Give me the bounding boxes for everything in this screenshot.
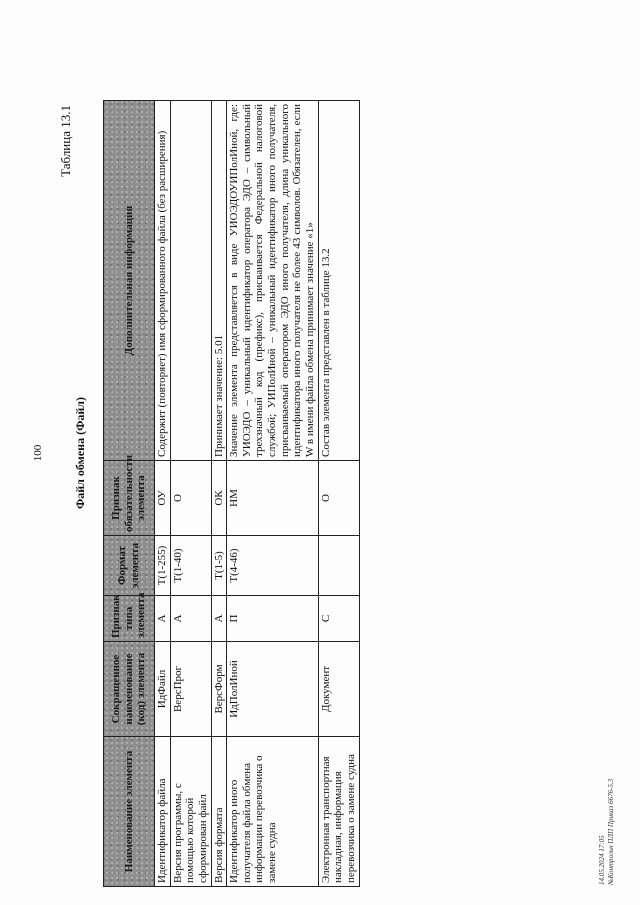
cell-required: О bbox=[318, 461, 359, 536]
cell-code: ВерсПрог bbox=[170, 642, 211, 737]
cell-type: А bbox=[170, 596, 211, 642]
cell-name: Версия программы, с помощью которой сформирован файл bbox=[170, 737, 211, 887]
stamp-ref: №Контрольн ПЛП Приказ 6676-5.3 bbox=[607, 778, 616, 885]
page-number: 100 bbox=[32, 444, 44, 462]
cell-name: Версия формата bbox=[211, 737, 227, 887]
cell-format: Т(1-255) bbox=[155, 536, 171, 596]
cell-name: Идентификатор иного получателя файла обмена информации перевозчика о замене судна bbox=[227, 737, 318, 887]
header-required: Признак обязательности элемента bbox=[104, 461, 155, 536]
exchange-file-table bbox=[103, 100, 360, 887]
table-row bbox=[211, 101, 227, 887]
cell-code: ИдПолИной bbox=[227, 642, 318, 737]
cell-type: А bbox=[211, 596, 227, 642]
cell-format bbox=[318, 536, 359, 596]
header-type: Признак типа элемента bbox=[104, 596, 155, 642]
cell-type: А bbox=[155, 596, 171, 642]
cell-required: О bbox=[170, 461, 211, 536]
table-label: Таблица 13.1 bbox=[58, 105, 73, 177]
cell-format: Т(1-5) bbox=[211, 536, 227, 596]
header-element-name: Наименование элемента bbox=[104, 737, 155, 887]
header-info: Дополнительная информация bbox=[104, 101, 155, 461]
cell-required: ОК bbox=[211, 461, 227, 536]
cell-info bbox=[170, 101, 211, 461]
table-row bbox=[155, 101, 171, 887]
table-row bbox=[170, 101, 211, 887]
cell-info: Принимает значение: 5.01 bbox=[211, 101, 227, 461]
cell-code: ИдФайл bbox=[155, 642, 171, 737]
cell-code: Документ bbox=[318, 642, 359, 737]
cell-required: НМ bbox=[227, 461, 318, 536]
cell-name: Электронная транспортная накладная, информация перевозчика о замене судна bbox=[318, 737, 359, 887]
header-format: Формат элемента bbox=[104, 536, 155, 596]
cell-type: С bbox=[318, 596, 359, 642]
cell-format: Т(4-46) bbox=[227, 536, 318, 596]
cell-name: Идентификатор файла bbox=[155, 737, 171, 887]
cell-info: Состав элемента представлен в таблице 13.2 bbox=[318, 101, 359, 461]
cell-type: П bbox=[227, 596, 318, 642]
table-row bbox=[227, 101, 318, 887]
document-stamp bbox=[598, 779, 616, 885]
header-code: Сокращенное наименование (код) элемента bbox=[104, 642, 155, 737]
table-title: Файл обмена (Файл) bbox=[73, 396, 87, 510]
table-row bbox=[318, 101, 359, 887]
cell-info: Значение элемента представляется в виде УИОЭДОУИПолИной, где: УИОЭДО – уникальный идентификатор оператора ЭДО – символьный трехзначный код (префикс), присваивается Федеральной налоговой службой; УИПолИной – уникальный идентификатор иного получателя, присваиваемый оператором ЭДО иного получателя, длина уникального идентификатора иного получателя не более 43 символов. Обязателен, если W в имени файла обмена принимает значение «1» bbox=[227, 101, 318, 461]
cell-info: Содержит (повторяет) имя сформированного файла (без расширения) bbox=[155, 101, 171, 461]
stamp-date: 14.05.2024 17:05 bbox=[598, 835, 606, 885]
cell-format: Т(1-40) bbox=[170, 536, 211, 596]
cell-required: ОУ bbox=[155, 461, 171, 536]
cell-code: ВерсФорм bbox=[211, 642, 227, 737]
table-header-row bbox=[104, 101, 155, 887]
